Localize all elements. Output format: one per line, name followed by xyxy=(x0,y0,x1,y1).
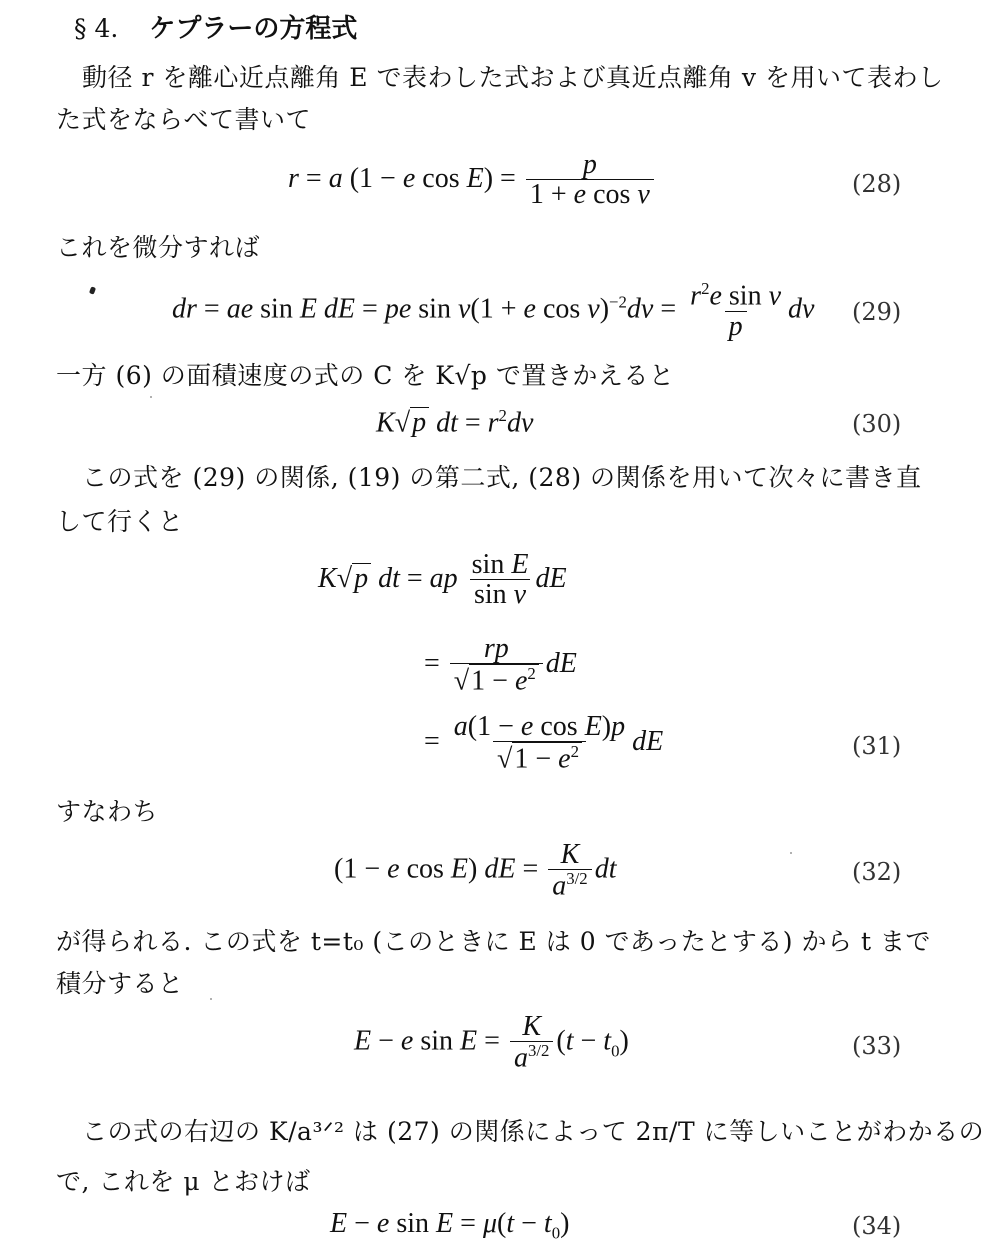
equation-31-line-3: = $\frac{\text{a(1 − e cos E)p}}{√1 - e^2}$ dE xyxy=(424,711,664,775)
equation-number-33: (33) xyxy=(852,1032,902,1060)
equation-28: r = a (1 − e cos E) = $\frac{p}{\text{1 + e cos v}}$ xyxy=(288,150,657,211)
section-heading xyxy=(74,8,357,45)
equation-number-30: (30) xyxy=(852,410,902,438)
equation-31-line-1: K√p dt = ap $\frac{\text{sin E}}{\text{sin v}}$ dE xyxy=(318,549,567,611)
paragraph-6-line-2: 積分すると xyxy=(56,969,184,998)
scan-speck xyxy=(790,852,792,854)
paragraph-7-line-1: この式の右辺の K/a³ᐟ² は (27) の関係によって 2π/T に等しいことがわかるの xyxy=(82,1117,985,1146)
paragraph-1-line-2: た式をならべて書いて xyxy=(56,105,312,134)
equation-number-34: (34) xyxy=(852,1212,902,1240)
paragraph-5: すなわち xyxy=(56,797,159,826)
equation-number-32: (32) xyxy=(852,858,902,886)
paragraph-6-line-1: が得られる. この式を t=t₀ (このときに E は 0 であったとする) から t まで xyxy=(56,927,931,956)
paragraph-4-line-2: して行くと xyxy=(56,507,184,536)
equation-29: dr = ae sin E dE = pe sin v(1 + e cos v)$^{-2}$dv = $\frac{r^2e \sin v}{p}$ dv xyxy=(172,279,815,342)
paragraph-1-line-1: 動径 r を離心近点離角 E で表わした式および真近点離角 v を用いて表わし xyxy=(82,63,944,92)
equation-34: E − e $\sin E = \mu(t - t_0)$ xyxy=(330,1208,570,1243)
scan-speck xyxy=(150,396,152,398)
section-number: § 4. xyxy=(74,14,119,43)
paragraph-7-line-2: で, これを μ とおけば xyxy=(56,1167,311,1196)
ink-speck xyxy=(89,286,96,294)
equation-31-line-2: = $\frac{rp}{√1 - e^2}$ dE xyxy=(424,633,577,697)
equation-32: (1 − e cos E) dE = $\frac{K}{a^{3/2}}$ dt xyxy=(334,839,617,902)
paragraph-4-line-1: この式を (29) の関係, (19) の第二式, (28) の関係を用いて次々に書き直 xyxy=(82,463,922,492)
paragraph-3: 一方 (6) の面積速度の式の C を K√p で置きかえると xyxy=(56,361,675,390)
section-title: ケプラーの方程式 xyxy=(149,14,358,44)
scan-speck xyxy=(210,998,212,1000)
equation-number-31: (31) xyxy=(852,732,902,760)
equation-number-29: (29) xyxy=(852,298,902,326)
equation-30: K√p dt = $r^2dv$ xyxy=(376,406,534,439)
paragraph-2: これを微分すれば xyxy=(56,233,261,262)
equation-number-28: (28) xyxy=(852,170,902,198)
equation-33: E − e sin E = $\frac{K}{a^{3/2}}$ $(t - t_0)$ xyxy=(354,1011,629,1074)
